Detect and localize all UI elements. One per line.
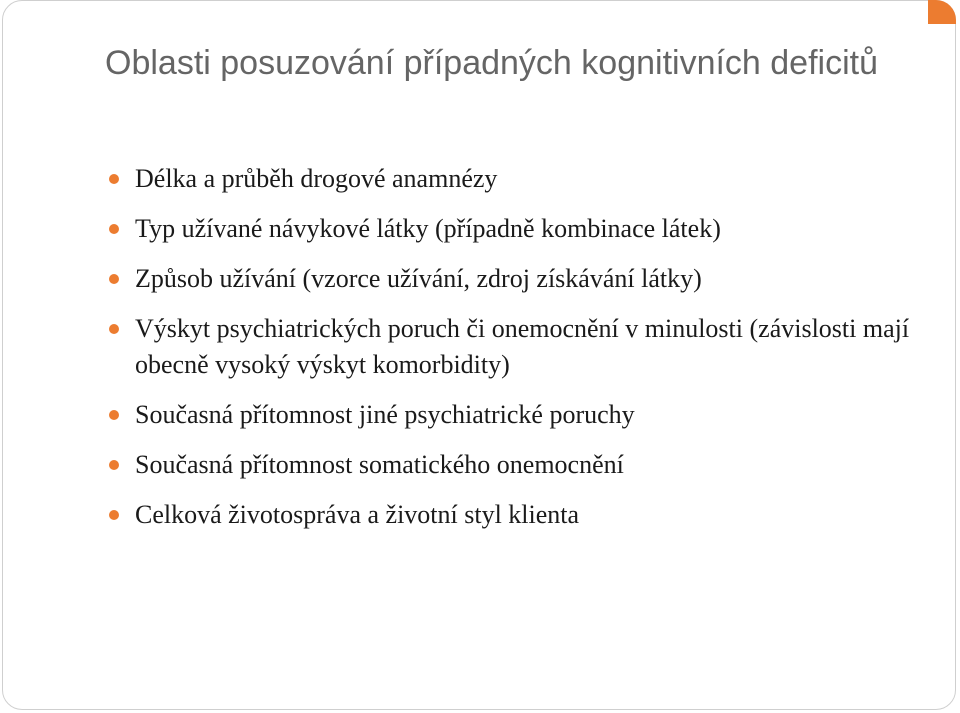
bullet-dot-icon — [109, 274, 119, 284]
bullet-text: Typ užívané návykové látky (případně kombinace látek) — [135, 214, 721, 243]
bullet-text: Celková životospráva a životní styl klienta — [135, 500, 580, 529]
bullet-dot-icon — [109, 510, 119, 520]
slide-title: Oblasti posuzování případných kognitivních deficitů — [105, 44, 879, 82]
bullet-item — [107, 161, 927, 197]
bullet-item — [107, 261, 927, 297]
slide — [2, 0, 956, 710]
bullet-dot-icon — [109, 410, 119, 420]
bullet-dot-icon — [109, 174, 119, 184]
bullet-item — [107, 211, 927, 247]
bullet-dot-icon — [109, 460, 119, 470]
bullet-text: Výskyt psychiatrických poruch či onemocnění v minulosti (závislosti mají obecně vysoký výskyt komorbidity) — [135, 314, 910, 379]
corner-accent — [928, 0, 956, 24]
bullet-list — [107, 161, 927, 547]
bullet-text: Délka a průběh drogové anamnézy — [135, 164, 498, 193]
bullet-text: Současná přítomnost somatického onemocnění — [135, 450, 624, 479]
bullet-item — [107, 447, 927, 483]
bullet-dot-icon — [109, 224, 119, 234]
bullet-item — [107, 497, 927, 533]
bullet-dot-icon — [109, 324, 119, 334]
bullet-text: Současná přítomnost jiné psychiatrické poruchy — [135, 400, 635, 429]
bullet-text: Způsob užívání (vzorce užívání, zdroj získávání látky) — [135, 264, 702, 293]
bullet-item — [107, 397, 927, 433]
bullet-item — [107, 311, 927, 383]
